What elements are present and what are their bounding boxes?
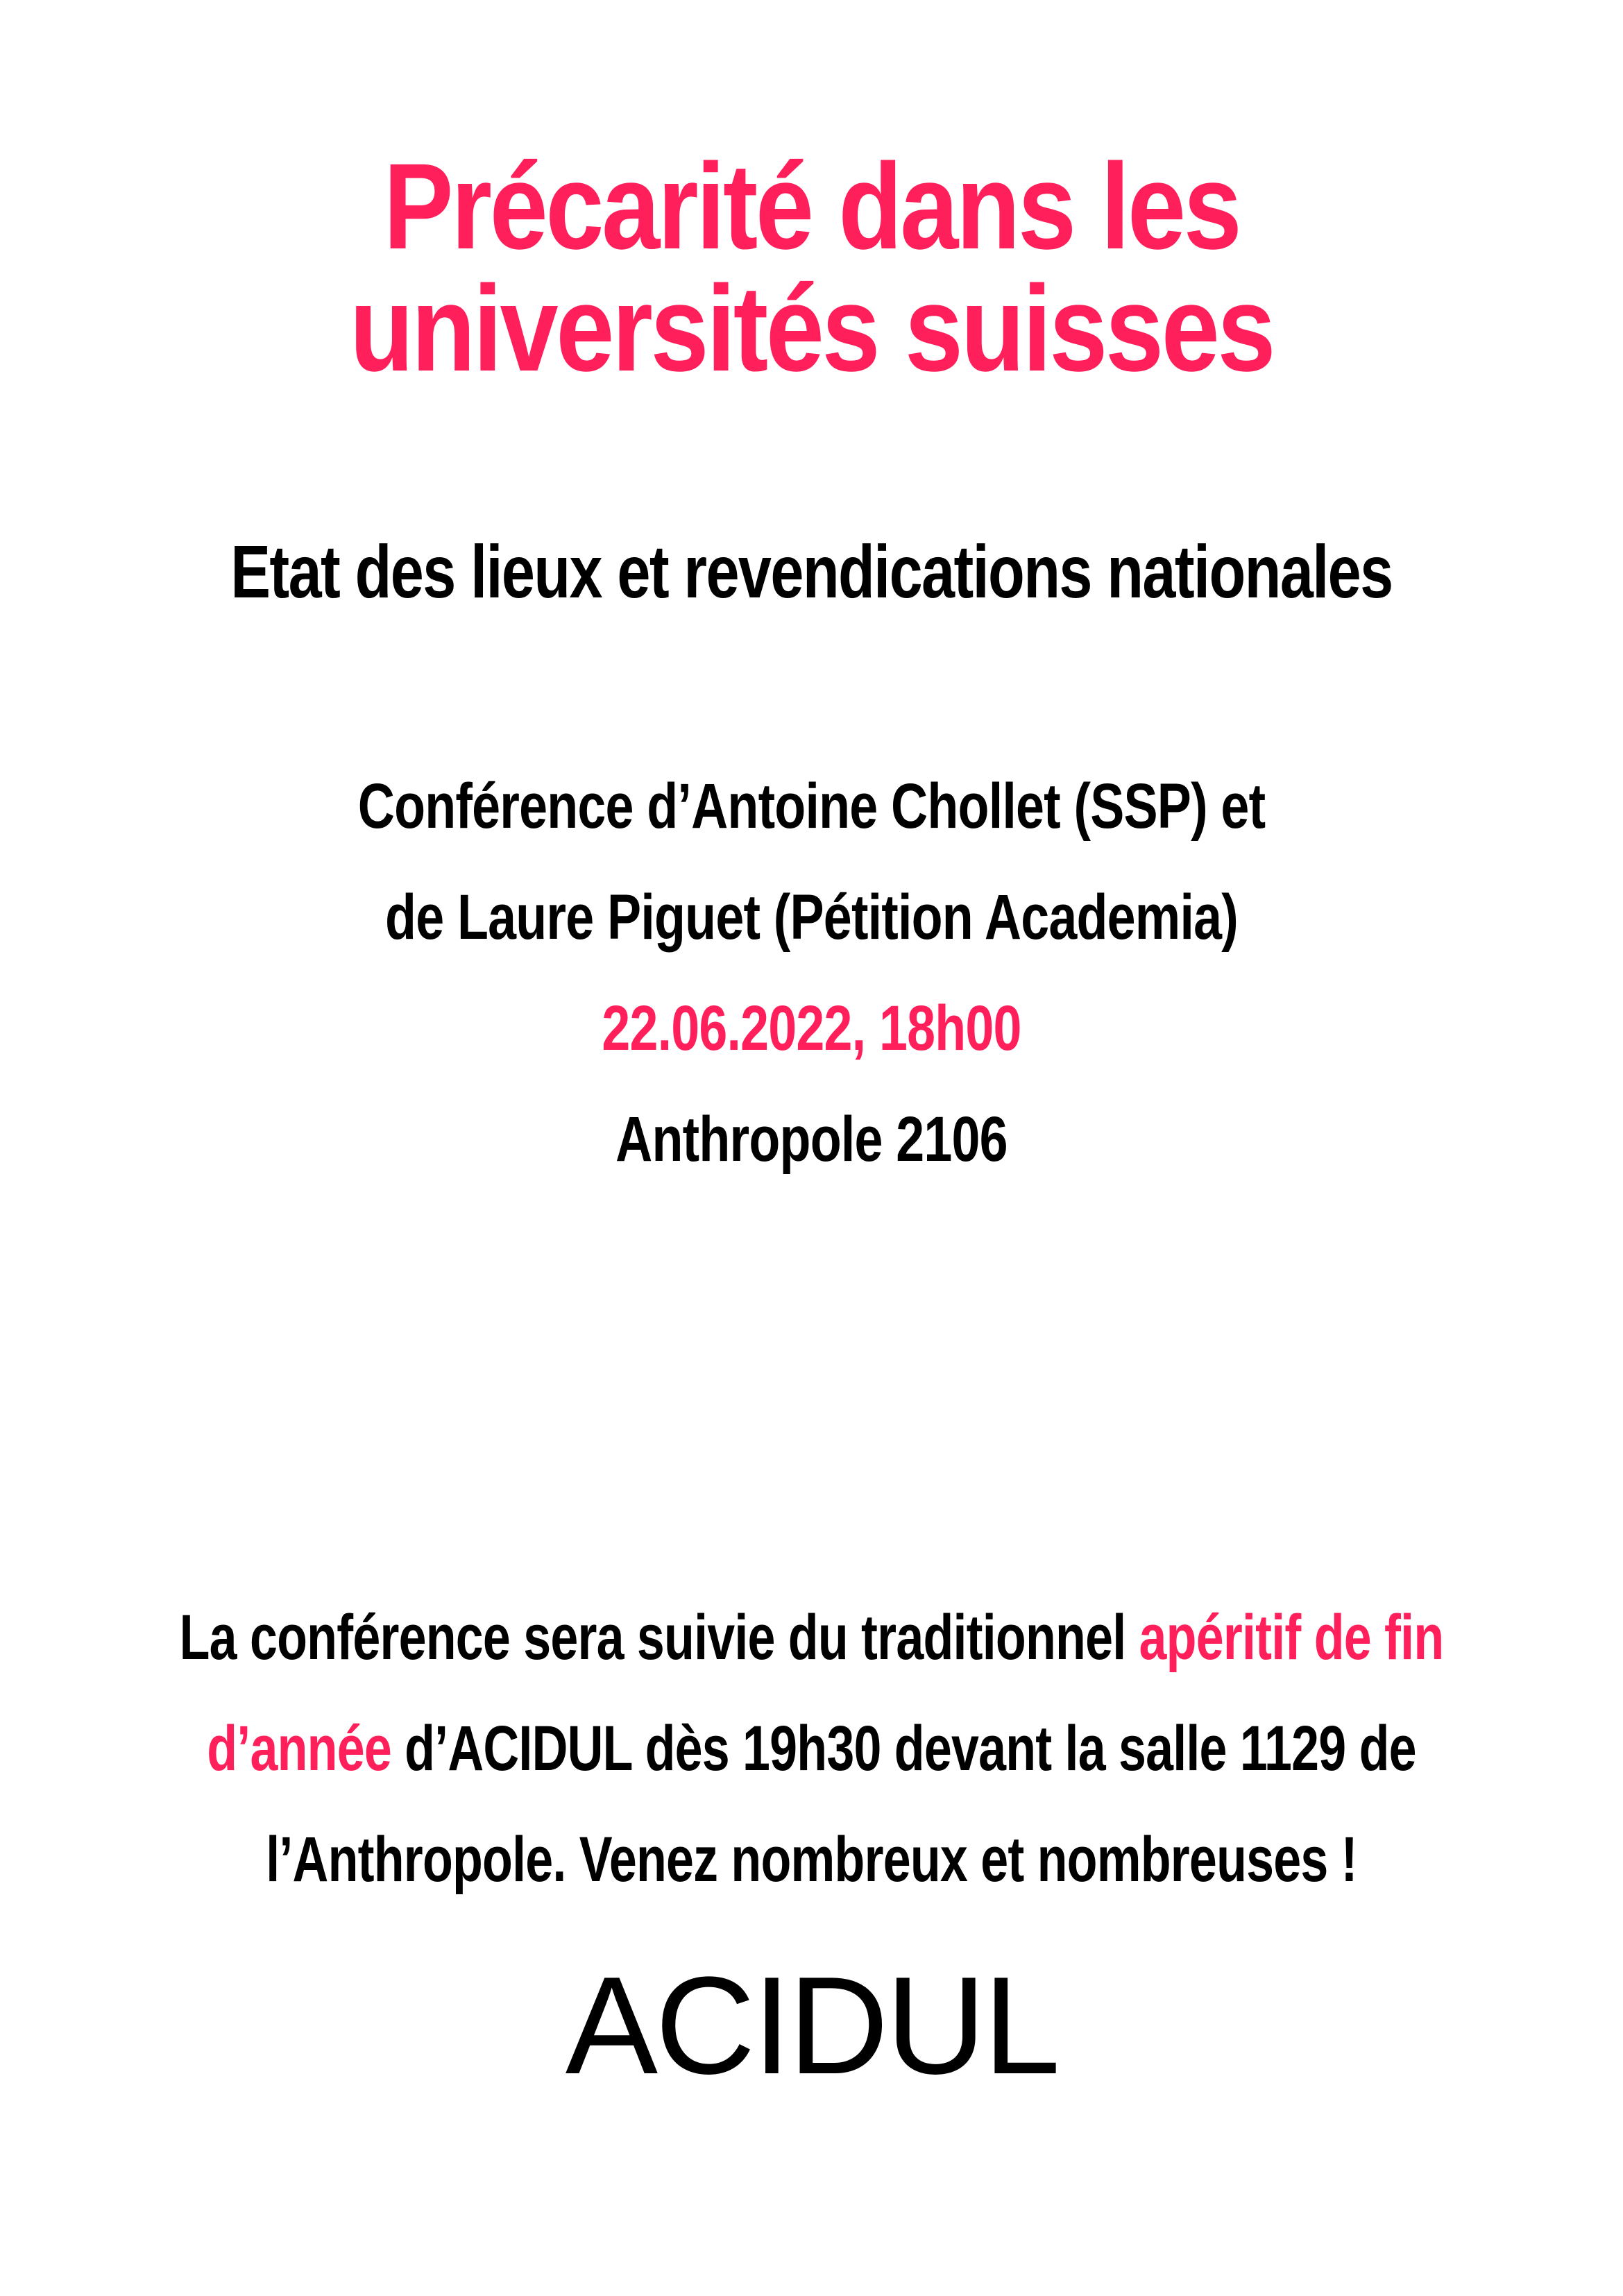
aperitif-text-1: La conférence sera suivie du traditionnel (179, 1602, 1139, 1673)
poster-title (114, 139, 1510, 397)
acidul-logo: ACIDUL (565, 1948, 1058, 2103)
aperitif-line-1 (178, 1582, 1444, 1693)
aperitif-notice (178, 1582, 1444, 1915)
poster-subtitle: Etat des lieux et revendications nationales (230, 529, 1393, 613)
conference-datetime: 22.06.2022, 18h00 (602, 993, 1021, 1064)
conference-speakers-line-2: de Laure Piguet (Pétition Academia) (385, 882, 1238, 953)
aperitif-highlight-2: d’année (207, 1713, 391, 1784)
conference-info (162, 751, 1461, 1195)
title-line-2: universités suisses (349, 261, 1274, 397)
title-line-1: Précarité dans les (383, 139, 1240, 275)
aperitif-text-2: d’ACIDUL dès 19h30 devant la salle 1129 de (391, 1713, 1416, 1784)
conference-location: Anthropole 2106 (615, 1104, 1008, 1175)
conference-speakers-line-1: Conférence d’Antoine Chollet (SSP) et (357, 771, 1266, 842)
aperitif-highlight-1: apéritif de fin (1139, 1602, 1444, 1673)
aperitif-line-2 (178, 1693, 1444, 1804)
aperitif-line-3: l’Anthropole. Venez nombreux et nombreuses ! (266, 1824, 1357, 1895)
